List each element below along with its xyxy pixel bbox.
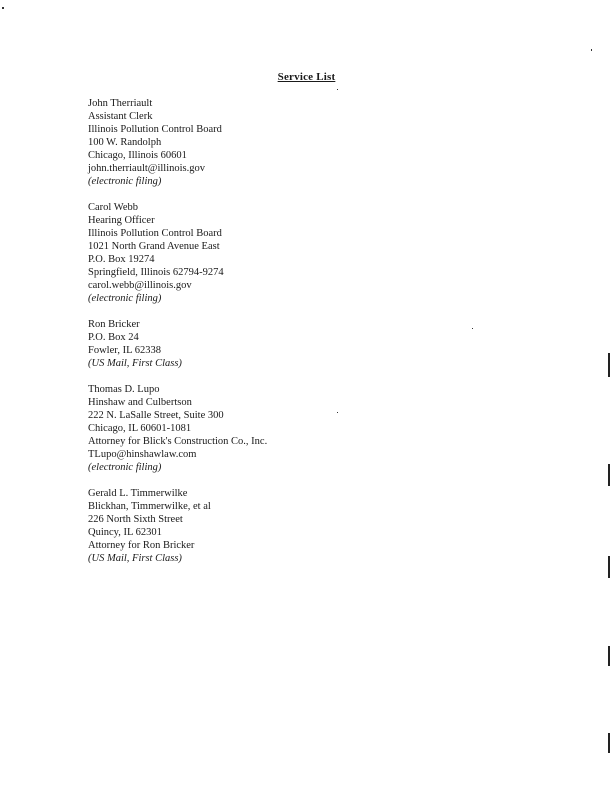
entry-role: Attorney for Blick's Construction Co., Inc. <box>88 436 268 447</box>
scan-edge-mark <box>608 556 610 578</box>
entry-email: TLupo@hinshawlaw.com <box>88 449 197 460</box>
entry-name: Thomas D. Lupo <box>88 384 160 395</box>
entry-delivery-method: (electronic filing) <box>88 293 162 304</box>
entry-organization: Blickhan, Timmerwilke, et al <box>88 501 211 512</box>
service-entry-webb <box>88 201 408 305</box>
entry-role: Attorney for Ron Bricker <box>88 540 195 551</box>
service-entry-therriault <box>88 97 408 188</box>
entry-email: carol.webb@illinois.gov <box>88 280 192 291</box>
entry-name: Ron Bricker <box>88 319 140 330</box>
entry-delivery-method: (US Mail, First Class) <box>88 553 182 564</box>
entry-address: 1021 North Grand Avenue East <box>88 241 220 252</box>
entry-title: Hearing Officer <box>88 215 155 226</box>
entry-address: 226 North Sixth Street <box>88 514 183 525</box>
scan-edge-mark <box>608 464 610 486</box>
entry-organization: Illinois Pollution Control Board <box>88 228 222 239</box>
scan-speck <box>337 89 338 90</box>
entry-name: Gerald L. Timmerwilke <box>88 488 188 499</box>
page-title: Service List <box>277 71 336 83</box>
entry-delivery-method: (electronic filing) <box>88 176 162 187</box>
entry-organization: Hinshaw and Culbertson <box>88 397 192 408</box>
entry-city: Fowler, IL 62338 <box>88 345 161 356</box>
scan-edge-mark <box>608 353 610 377</box>
entry-title: Assistant Clerk <box>88 111 153 122</box>
entry-name: Carol Webb <box>88 202 138 213</box>
entry-city: Springfield, Illinois 62794-9274 <box>88 267 224 278</box>
scan-edge-mark <box>608 646 610 666</box>
entry-city: Chicago, IL 60601-1081 <box>88 423 192 434</box>
entry-delivery-method: (US Mail, First Class) <box>88 358 182 369</box>
entry-city: Quincy, IL 62301 <box>88 527 162 538</box>
entry-address: 100 W. Randolph <box>88 137 162 148</box>
entry-delivery-method: (electronic filing) <box>88 462 162 473</box>
service-list <box>88 97 408 578</box>
service-entry-timmerwilke <box>88 487 408 565</box>
entry-po-box: P.O. Box 19274 <box>88 254 155 265</box>
scan-speck <box>337 412 338 413</box>
entry-address: 222 N. LaSalle Street, Suite 300 <box>88 410 224 421</box>
entry-email: john.therriault@illinois.gov <box>88 163 205 174</box>
entry-po-box: P.O. Box 24 <box>88 332 139 343</box>
scan-speck <box>2 7 4 9</box>
entry-organization: Illinois Pollution Control Board <box>88 124 222 135</box>
entry-name: John Therriault <box>88 98 153 109</box>
scan-speck <box>591 49 592 51</box>
service-entry-bricker <box>88 318 408 370</box>
service-entry-lupo <box>88 383 408 474</box>
scan-speck <box>472 328 473 329</box>
entry-city: Chicago, Illinois 60601 <box>88 150 187 161</box>
scan-edge-mark <box>608 733 610 753</box>
